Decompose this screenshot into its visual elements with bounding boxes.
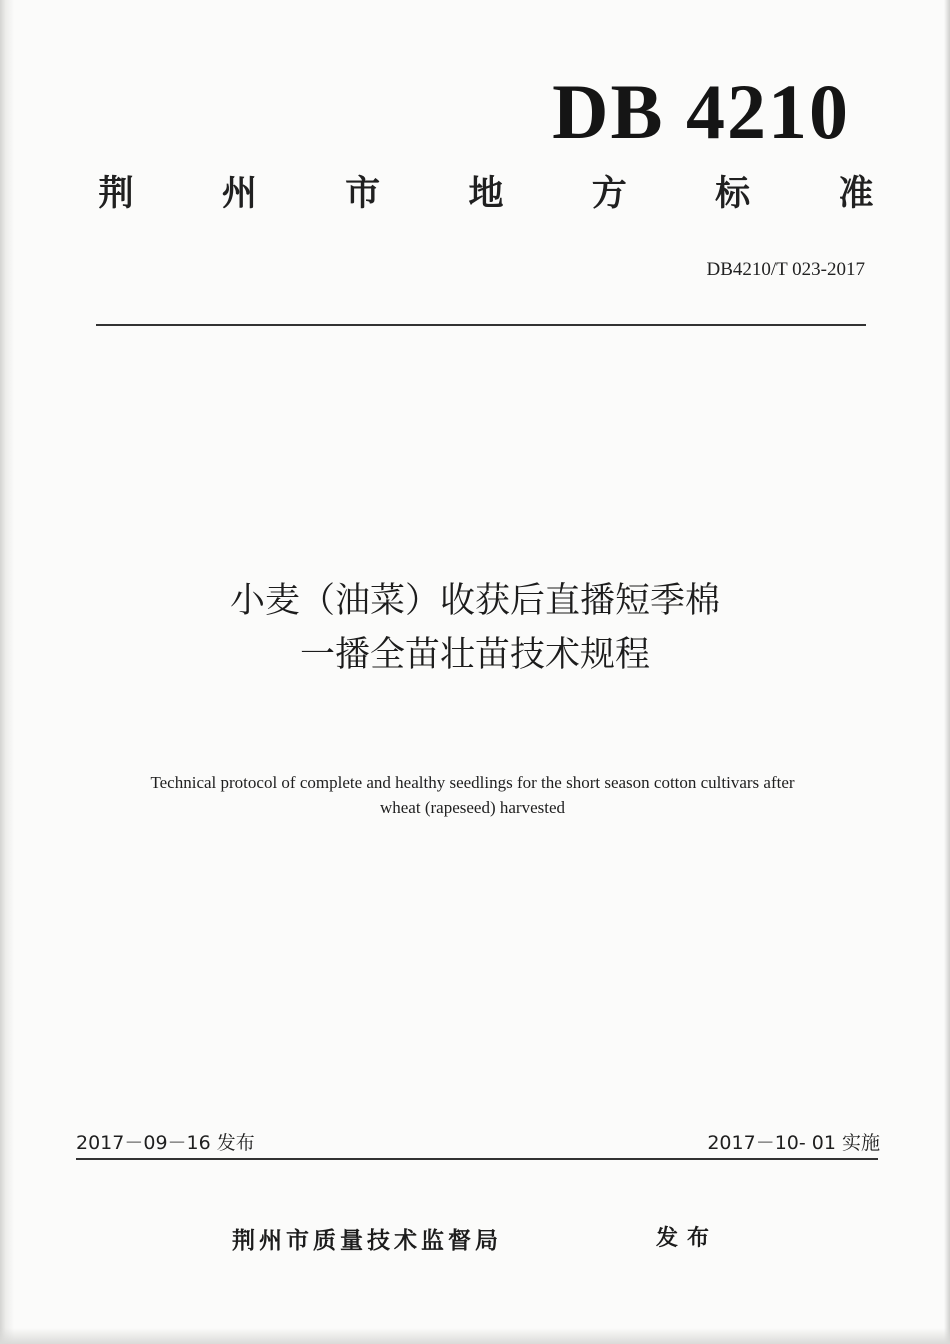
standard-code: DB 4210	[552, 68, 850, 155]
standard-type-char: 荆	[98, 174, 134, 214]
chinese-title-line-1: 小麦（油菜）收获后直播短季棉	[229, 581, 720, 621]
issued-label: 发布	[656, 1226, 719, 1251]
scan-edge-right	[944, 0, 950, 1344]
english-title-line-2: wheat (rapeseed) harvested	[379, 798, 565, 817]
issuing-authority: 荆州市质量技术监督局	[232, 1228, 502, 1254]
english-title-line-1: Technical protocol of complete and healthy seedlings for the short season cotton cultivars after	[150, 773, 795, 792]
standard-type-heading	[96, 168, 876, 220]
standard-type-char: 准	[838, 174, 874, 214]
standard-type-char: 标	[715, 174, 751, 214]
header-divider	[96, 324, 866, 326]
scan-edge-left	[0, 0, 14, 1344]
standard-type-char: 州	[221, 174, 257, 214]
chinese-title	[100, 574, 850, 682]
chinese-title-line-2: 一播全苗壮苗技术规程	[299, 635, 650, 675]
footer-divider	[76, 1158, 878, 1160]
issue-date: 2017－09－16 发布	[76, 1132, 255, 1154]
scan-edge-bottom	[0, 1328, 950, 1344]
standard-type-char: 方	[591, 174, 627, 214]
english-title	[90, 770, 855, 820]
implementation-date: 2017－10- 01 实施	[707, 1132, 880, 1154]
standard-type-char: 市	[345, 174, 381, 214]
standard-type-char: 地	[468, 174, 504, 214]
standard-number: DB4210/T 023-2017	[706, 259, 865, 280]
